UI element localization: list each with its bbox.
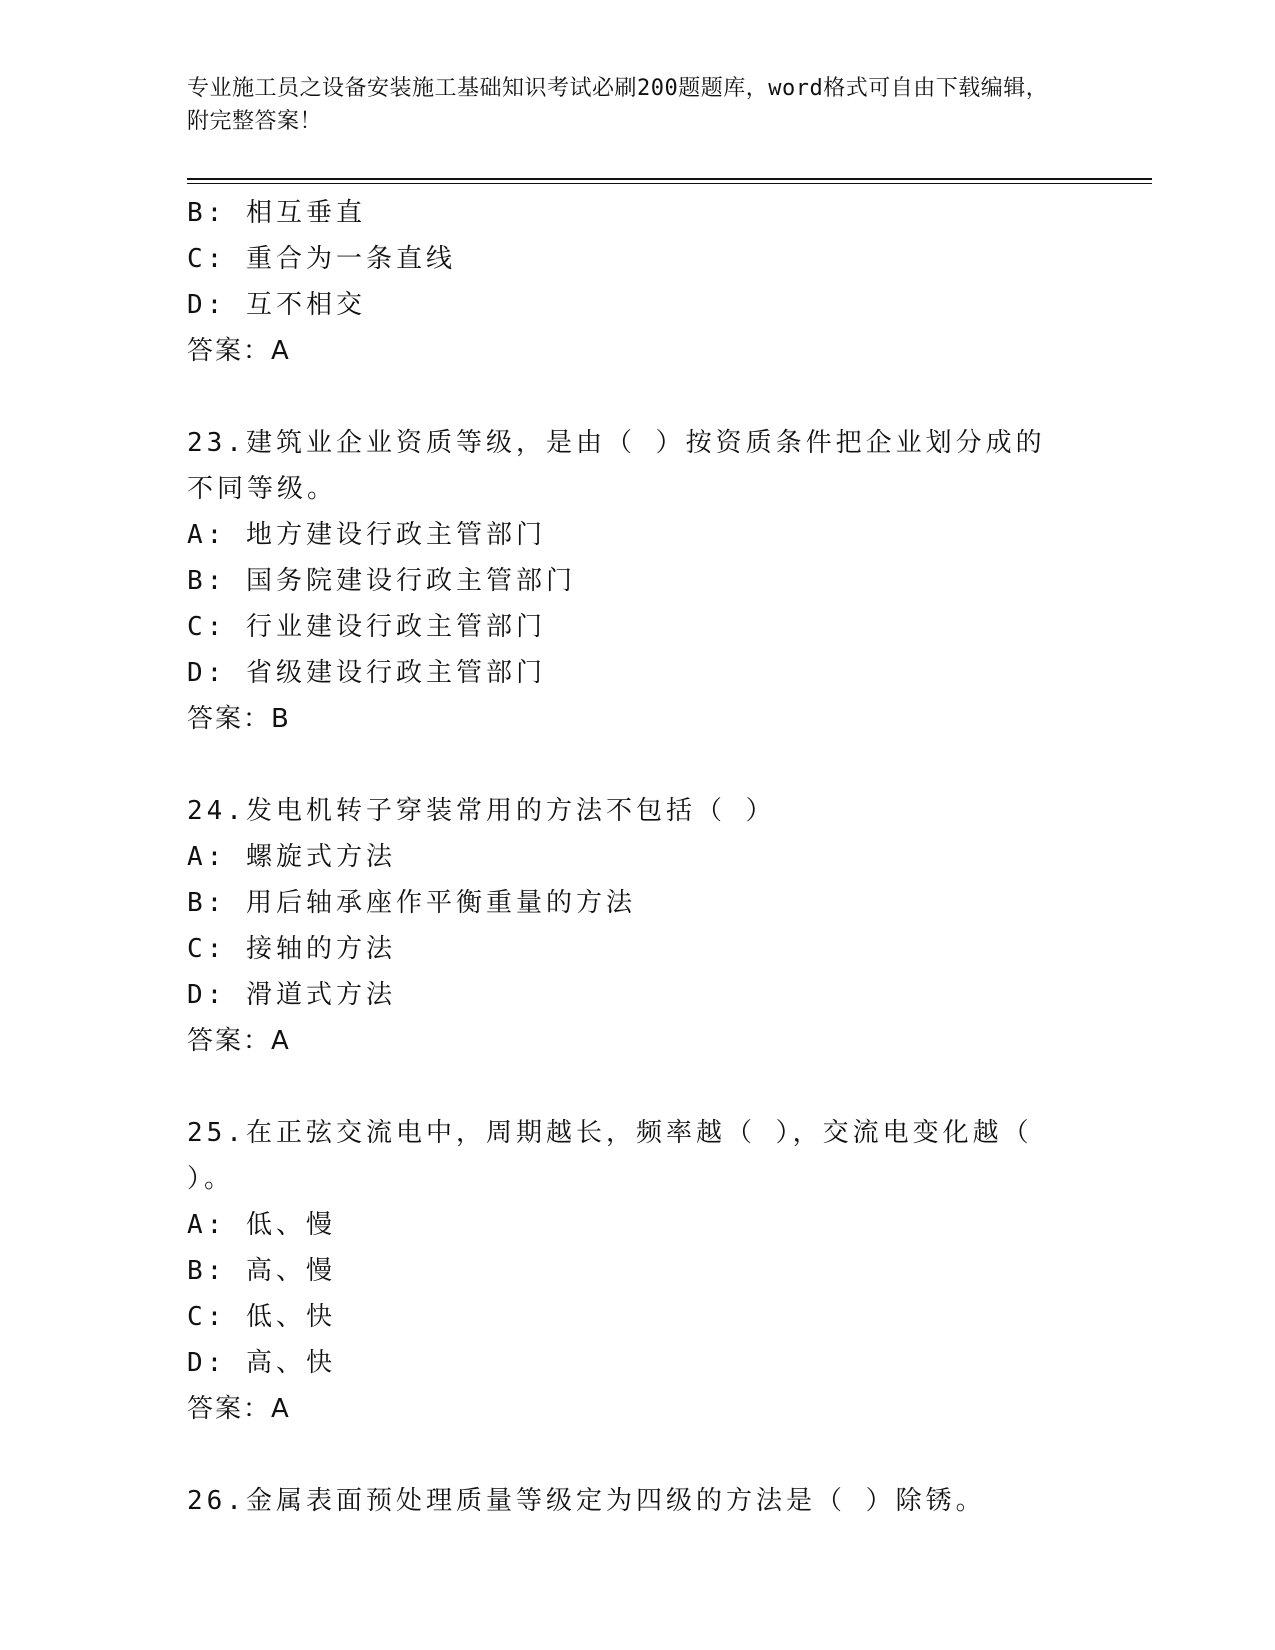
answer: 答案：A <box>187 1026 291 1056</box>
option-b: B: 用后轴承座作平衡重量的方法 <box>187 888 636 918</box>
option-b: B: 相互垂直 <box>187 198 366 228</box>
option-b: B: 国务院建设行政主管部门 <box>187 566 576 596</box>
question-22-partial <box>187 190 1067 374</box>
spacer <box>187 1432 1067 1478</box>
header-rule-thick <box>187 178 1152 180</box>
question-26 <box>187 1478 1067 1524</box>
answer: 答案：B <box>187 704 291 734</box>
option-c: C: 重合为一条直线 <box>187 244 456 274</box>
option-b: B: 高、慢 <box>187 1256 336 1286</box>
question-25 <box>187 1110 1067 1432</box>
document-header: 专业施工员之设备安装施工基础知识考试必刷200题题库，word格式可自由下载编辑，附完整答案！ <box>187 76 1049 134</box>
option-d: D: 高、快 <box>187 1348 336 1378</box>
option-a: A: 地方建设行政主管部门 <box>187 520 546 550</box>
question-list <box>187 190 1067 1524</box>
spacer <box>187 742 1067 788</box>
question-text: 26.金属表面预处理质量等级定为四级的方法是（ ）除锈。 <box>187 1486 986 1516</box>
question-text: 25.在正弦交流电中，周期越长，频率越（ ），交流电变化越（ ）。 <box>187 1118 1033 1194</box>
question-text: 24.发电机转子穿装常用的方法不包括（ ） <box>187 796 776 826</box>
option-c: C: 接轴的方法 <box>187 934 396 964</box>
question-24 <box>187 788 1067 1064</box>
option-a: A: 螺旋式方法 <box>187 842 396 872</box>
answer: 答案：A <box>187 1394 291 1424</box>
spacer <box>187 374 1067 420</box>
answer: 答案：A <box>187 336 291 366</box>
option-d: D: 互不相交 <box>187 290 366 320</box>
question-text: 23.建筑业企业资质等级，是由（ ）按资质条件把企业划分成的不同等级。 <box>187 428 1046 504</box>
question-23 <box>187 420 1067 742</box>
option-a: A: 低、慢 <box>187 1210 336 1240</box>
spacer <box>187 1064 1067 1110</box>
option-d: D: 滑道式方法 <box>187 980 396 1010</box>
option-c: C: 低、快 <box>187 1302 336 1332</box>
option-c: C: 行业建设行政主管部门 <box>187 612 546 642</box>
option-d: D: 省级建设行政主管部门 <box>187 658 546 688</box>
header-rule-thin <box>187 183 1152 184</box>
